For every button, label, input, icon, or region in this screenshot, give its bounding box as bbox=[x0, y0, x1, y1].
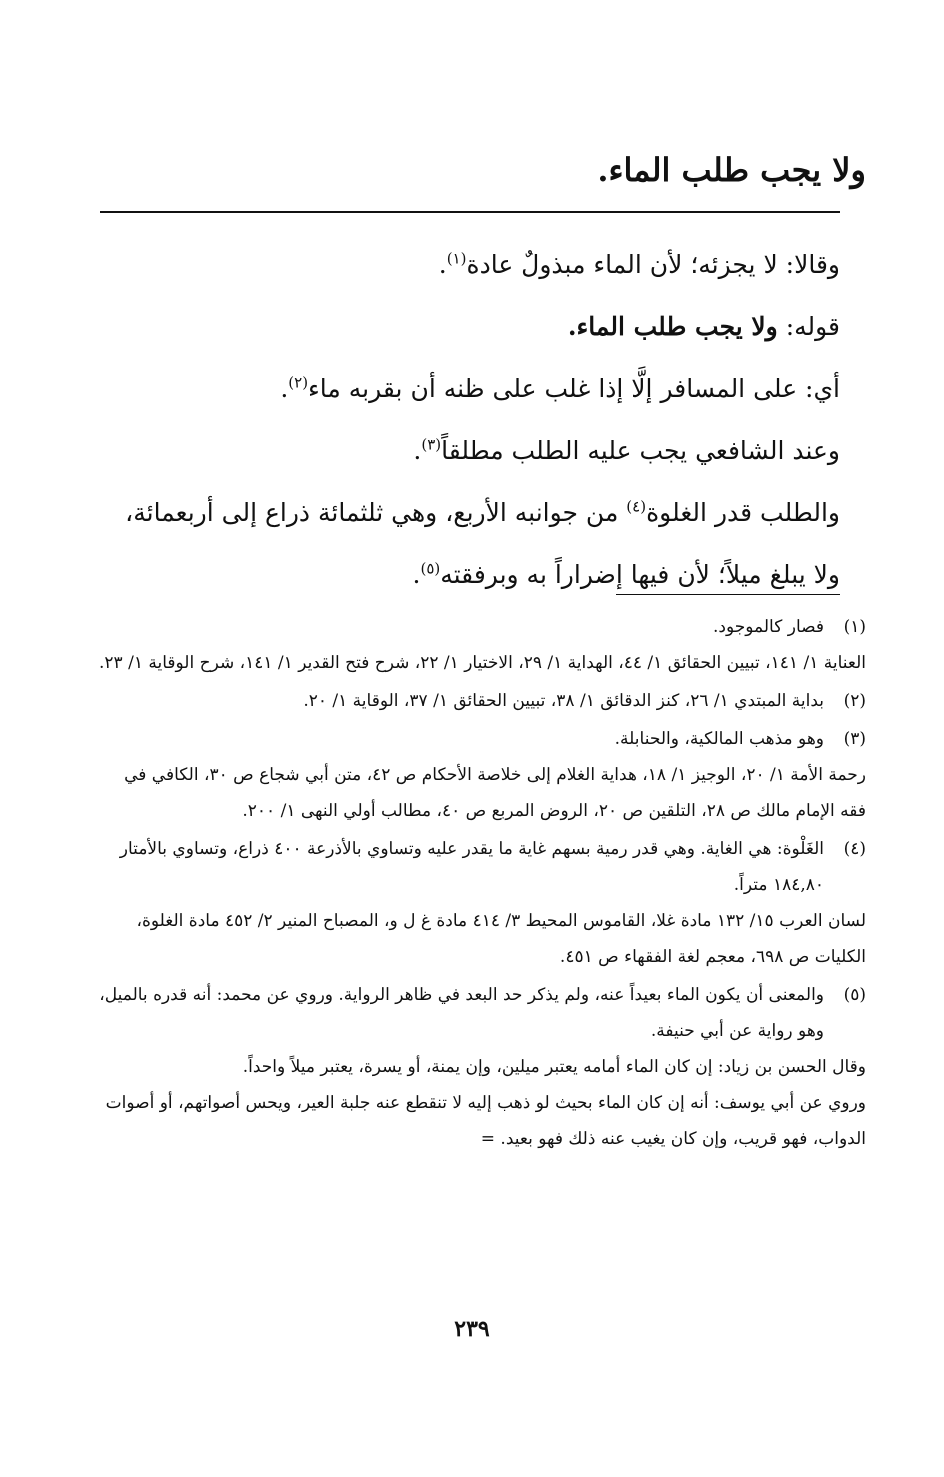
footnote-rule bbox=[616, 594, 840, 595]
footnote-4: (٤) الغَلْوة: هي الغاية. وهي قدر رمية بسهم غاية ما يقدر عليه وتساوي بالأذرعة ٤٠٠ ذراع، وتساوي بالأمتار ١٨٤,٨٠ متراً. لسان العرب ١٥/ ١٣٢ مادة غلا، القاموس المحيط ٣/ ٤١٤ مادة غ ل و، المصباح المنير ٢/ ٤٥٢ مادة الغلوة، الكليات ص ٦٩٨، معجم لغة الفقهاء ص ٤٥١. bbox=[98, 831, 866, 975]
main-text bbox=[100, 234, 840, 606]
footnote-source: وقال الحسن بن زياد: إن كان الماء أمامه يعتبر ميلين، وإن يمنة، أو يسرة، يعتبر ميلاً واحداً. bbox=[242, 1057, 866, 1077]
footnote-number: (٥) bbox=[843, 985, 866, 1005]
paragraph-3: أي: على المسافر إلَّا إذا غلب على ظنه أن بقربه ماء$^{(٢)}$. bbox=[280, 373, 840, 403]
paragraph-4: وعند الشافعي يجب عليه الطلب مطلقاً$^{(٣)}$. bbox=[413, 435, 840, 465]
footnote-2: (٢) بداية المبتدي ١/ ٢٦، كنز الدقائق ١/ ٣٨، تبيين الحقائق ١/ ٣٧، الوقاية ١/ ٢٠. bbox=[98, 683, 866, 719]
paragraph-5: والطلب قدر الغلوة$^{(٤)}$ من جوانبه الأربع، وهي ثلثمائة ذراع إلى أربعمائة، ولا يبلغ ميلاً؛ لأن فيها إضراراً به وبرفقته$^{(٥)}$. bbox=[125, 497, 840, 589]
footnote-source: رحمة الأمة ١/ ٢٠، الوجيز ١/ ١٨، هداية الغلام إلى خلاصة الأحكام ص ٤٢، متن أبي شجاع ص ٣٠، الكافي في فقه الإمام مالك ص ٢٨، التلقين ص ٢٠، الروض المربع ص ٤٠، مطالب أولي النهى ١/ ٢٠٠. bbox=[124, 765, 866, 821]
paragraph-1: وقالا: لا يجزئه؛ لأن الماء مبذولٌ عادة$^{(١)}$. bbox=[438, 249, 840, 279]
footnote-number: (١) bbox=[843, 617, 866, 637]
quoted-text: ولا يجب طلب الماء. bbox=[567, 312, 778, 341]
footnote-source: العناية ١/ ١٤١، تبيين الحقائق ١/ ٤٤، الهداية ١/ ٢٩، الاختيار ١/ ٢٢، شرح فتح القدير ١/ ١٤١، شرح الوقاية ١/ ٢٣. bbox=[99, 653, 866, 673]
footnote-number: (٤) bbox=[843, 839, 866, 859]
page-number: ٢٣٩ bbox=[454, 1316, 490, 1342]
page-header: ولا يجب طلب الماء. bbox=[597, 151, 866, 189]
footnote-ref-2[interactable]: (٢) bbox=[288, 373, 309, 392]
footnote-number: (٣) bbox=[843, 729, 866, 749]
footnote-number: (٢) bbox=[843, 691, 866, 711]
footnote-5: (٥) والمعنى أن يكون الماء بعيداً عنه، ولم يذكر حد البعد في ظاهر الرواية. وروي عن محمد: أنه قدره بالميل، وهو رواية عن أبي حنيفة. وقال الحسن بن زياد: إن كان الماء أمامه يعتبر ميلين، وإن يمنة، أو يسرة، يعتبر ميلاً واحداً. وروي عن أبي يوسف: أنه إن كان الماء بحيث لو ذهب إليه لا تنقطع عنه جلبة العير، ويحس أصواتهم، أو أصوات الدواب، فهو قريب، وإن كان يغيب عنه ذلك فهو بعيد. = bbox=[98, 977, 866, 1157]
footnote-ref-3[interactable]: (٣) bbox=[421, 435, 442, 454]
footnote-ref-4[interactable]: (٤) bbox=[626, 497, 647, 516]
footnote-3: (٣) وهو مذهب المالكية، والحنابلة. رحمة الأمة ١/ ٢٠، الوجيز ١/ ١٨، هداية الغلام إلى خلاصة الأحكام ص ٤٢، متن أبي شجاع ص ٣٠، الكافي في فقه الإمام مالك ص ٢٨، التلقين ص ٢٠، الروض المربع ص ٤٠، مطالب أولي النهى ١/ ٢٠٠. bbox=[98, 721, 866, 829]
footnote-source: وروي عن أبي يوسف: أنه إن كان الماء بحيث لو ذهب إليه لا تنقطع عنه جلبة العير، ويحس أصواتهم، أو أصوات الدواب، فهو قريب، وإن كان يغيب عنه ذلك فهو بعيد. = bbox=[105, 1093, 866, 1149]
footnote-ref-1[interactable]: (١) bbox=[446, 249, 467, 268]
footnotes bbox=[98, 609, 866, 1159]
footnote-1: (١) فصار كالموجود. العناية ١/ ١٤١، تبيين الحقائق ١/ ٤٤، الهداية ١/ ٢٩، الاختيار ١/ ٢٢، شرح فتح القدير ١/ ١٤١، شرح الوقاية ١/ ٢٣. bbox=[98, 609, 866, 681]
paragraph-2: قوله: ولا يجب طلب الماء. bbox=[567, 312, 840, 341]
footnote-source: لسان العرب ١٥/ ١٣٢ مادة غلا، القاموس المحيط ٣/ ٤١٤ مادة غ ل و، المصباح المنير ٢/ ٤٥٢ مادة الغلوة، الكليات ص ٦٩٨، معجم لغة الفقهاء ص ٤٥١. bbox=[136, 911, 866, 967]
header-rule bbox=[100, 211, 840, 213]
footnote-ref-5[interactable]: (٥) bbox=[420, 559, 441, 578]
